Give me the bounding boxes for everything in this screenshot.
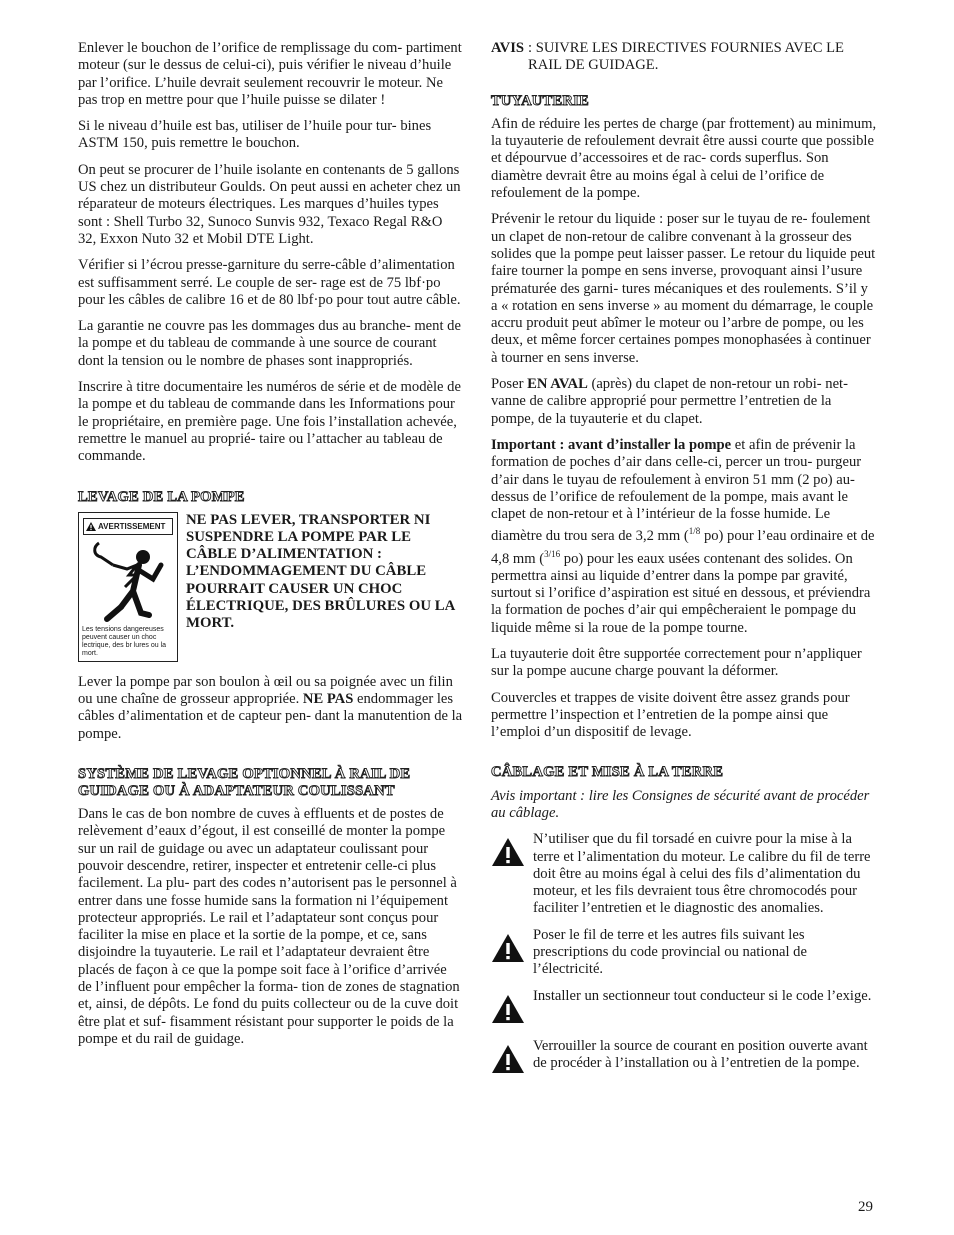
- paragraph: Enlever le bouchon de l’orifice de remplissage du com- partiment moteur (sur le dessus de celui-ci), puis vérifier le niveau d’huile par l’orifice. L’huile devrait seulement recouvrir le moteur. Ne pas trop en mettre pour que l’huile puisse se dilater !: [78, 40, 462, 108]
- safety-text: N’utiliser que du fil torsadé en cuivre pour la mise à la terre et l’alimentation du moteur. Le calibre du fil de terre doit être au moins égal à celui des fils d’alimentation du moteur, et les fils devraient tous être chromocodés pour faciliter l’entretien et le diagnostic des anomalies.: [533, 831, 871, 917]
- paragraph: Si le niveau d’huile est bas, utiliser de l’huile pour tur- bines ASTM 150, puis remettre le bouchon.: [78, 118, 432, 152]
- avis-note: [491, 40, 877, 75]
- cablage-note: Avis important : lire les Consignes de sécurité avant de procéder au câblage.: [491, 787, 870, 821]
- paragraph: Couvercles et trappes de visite doivent être assez grands pour permettre l’inspection et l’entretien de la pompe ainsi que l’emploi d’un dispositif de levage.: [491, 689, 850, 741]
- paragraph: Afin de réduire les pertes de charge (par frottement) au minimum, la tuyauterie de refoulement devrait être aussi courte que possible et dépourvue d’accessoires et de rac- cords superflus. Son diamètre devrait être au moins égal à celui de l’orifice de refoulement de la pompe.: [491, 115, 877, 202]
- bold-text: Important : avant d’installer la pompe: [491, 436, 732, 453]
- page-number: 29: [858, 1199, 873, 1215]
- safety-text: Installer un sectionneur tout conducteur si le code l’exige.: [533, 987, 872, 1004]
- text: et afin de prévenir la formation de poches d’air dans celle-ci, percer un trou- purgeur d’air dans le tuyau de refoulement à environ 51 mm (2 po) au-dessus de l’orifice de refoulement de la pompe, mais avant le clapet de non-retour et à l’intérieur de la fosse humide. Le diamètre du trou sera de 3,2 mm (: [491, 436, 862, 545]
- paragraph: La garantie ne couvre pas les dommages dus au branche- ment de la pompe et du tableau de commande à une source de courant dont la tension ou le nombre de phases sont inappropriés.: [78, 318, 461, 369]
- paragraph: [491, 437, 877, 637]
- warning-small-text: Les tensions dangereuses peuvent causer un choc lectrique, des br lures ou la mort.: [82, 625, 167, 657]
- warning-triangle-icon: [86, 522, 96, 531]
- paragraph: Dans le cas de bon nombre de cuves à effluents et de postes de relèvement d’eaux d’égout, il est conseillé de monter la pompe sur un rail de guidage ou avec un adaptateur coulissant pour pouvoir descendre, retirer, inspecter et entretenir celle-ci plus facilement. La plu- part des codes n’autorisent pas le personnel à entrer dans une fosse humide sans la formation ni l’équipement protecteur appropriés. Le rail et l’adaptateur sont conçus pour faciliter la mise en place et la sortie de la pompe, et ce, sans disjoindre la tuyauterie. Le rail et l’adaptateur devraient être placés de façon à ce que la pompe soit face à l’orifice d’arrivée de l’influent pour empêcher la forma- tion de zones de stagnation et, ainsi, de dépôts. Le fond du puits collecteur ou de la cuve doit être plat et suf- fisamment résistant pour supporter le poids de la pompe et du rail de guidage.: [78, 806, 460, 1047]
- paragraph: On peut se procurer de l’huile isolante en contenants de 5 gallons US chez un distributeur Goulds. On peut aussi en acheter chez un réparateur de moteurs électriques. Les marques d’huiles types sont : Shell Turbo 32, Sunoco Sunvis 932, Texaco Regal R&O 32, Exxon Nuto 32 et Mobil DTE Light.: [78, 161, 461, 247]
- warning-triangle-icon: [491, 933, 525, 963]
- warning-banner-text: AVERTISSEMENT: [98, 521, 166, 531]
- heading-levage: LEVAGE DE LA POMPE: [78, 488, 245, 505]
- safety-item: [491, 927, 877, 979]
- paragraph: Prévenir le retour du liquide : poser sur le tuyau de re- foulement un clapet de non-retour de calibre convenant à la grosseur des solides que la pompe peut laisser passer. Le retour du liquide peut faire tourner la pompe en sens inverse, provoquant ainsi l’usure prématurée des garni- tures mécaniques et des roulements. S’il y a « rotation en sens inverse » au moment du démarrage, le couple accru produit peut abîmer le moteur ou l’arbre de pompe, ou les deux, et même forcer certaines pompes monophasées à continuer à tourner en sens inverse.: [491, 211, 876, 366]
- avis-label: AVIS: [491, 40, 524, 56]
- safety-item: [491, 988, 877, 1029]
- electric-shock-icon: [83, 535, 173, 627]
- bold-text: EN AVAL: [527, 376, 588, 393]
- paragraph: [78, 674, 464, 743]
- avis-text: : SUIVRE LES DIRECTIVES FOURNIES AVEC LE RAIL DE GUIDAGE.: [528, 40, 844, 74]
- safety-text: Verrouiller la source de courant en position ouverte avant de procéder à l’installation ou à l’entretien de la pompe.: [533, 1037, 868, 1072]
- heading-cablage: CÂBLAGE ET MISE À LA TERRE: [491, 764, 724, 781]
- warning-triangle-icon: [491, 1044, 525, 1074]
- fraction: 3/16: [544, 548, 561, 559]
- warning-triangle-icon: [491, 994, 525, 1024]
- text: endommager les câbles d’alimentation et de capteur pen- dant la manutention de la pompe.: [78, 691, 463, 742]
- paragraph: Inscrire à titre documentaire les numéros de série et de modèle de la pompe et du tableau de commande dans les Informations pour le propriétaire, en première page. Une fois l’installation achevée, remettre le manuel au proprié- taire ou l’attacher au tableau de commande.: [78, 379, 461, 465]
- text: po) pour l’eau ordinaire et de 4,8 mm (: [491, 528, 875, 567]
- paragraph: La tuyauterie doit être supportée correctement pour n’appliquer sur la pompe aucune charge pouvant la déformer.: [491, 645, 862, 680]
- warning-triangle-icon: [491, 837, 525, 867]
- text: Lever la pompe par son boulon à œil ou sa poignée avec un filin ou une chaîne de grosseur appropriée.: [78, 673, 453, 708]
- heading-tuyauterie: TUYAUTERIE: [491, 92, 589, 109]
- warning-block: [78, 512, 464, 662]
- heading-systeme: SYSTÈME DE LEVAGE OPTIONNEL À RAIL DE GUIDAGE OU À ADAPTATEUR COULISSANT: [78, 766, 411, 800]
- text: po) pour les eaux usées contenant des solides. On permettra ainsi au liquide d’entrer dans la pompe par gravité, surtout si l’orifice d’aspiration est situé en dessous, et préviendra la formation de poches d’air qui empêcheraient le pompage du liquide même si la roue de la pompe tourne.: [491, 550, 871, 636]
- fraction: 1/8: [688, 526, 701, 537]
- text: Poser: [491, 376, 524, 393]
- bold-text: NE PAS: [302, 691, 354, 708]
- right-column: [491, 40, 877, 1088]
- left-column: [78, 40, 464, 1057]
- safety-text: Poser le fil de terre et les autres fils suivant les prescriptions du code provincial ou national de l’électricité.: [533, 926, 807, 978]
- text: (après) du clapet de non-retour un robi- net-vanne de calibre approprié pour permettre l’entretien de la pompe, de la tuyauterie et du clapet.: [491, 376, 848, 427]
- warning-message: NE PAS LEVER, TRANSPORTER NI SUSPENDRE LA POMPE PAR LE CÂBLE D’ALIMENTATION : L’ENDOMMAGEMENT DU CÂBLE POURRAIT CAUSER UN CHOC ÉLECTRIQUE, DES BRÛLURES OU LA MORT.: [186, 511, 455, 632]
- paragraph: Vérifier si l’écrou presse-garniture du serre-câble d’alimentation est suffisamment serré. Le couple de ser- rage est de 75 lbf·po pour les câbles de calibre 16 et de 80 lbf·po pour tout autre câble.: [78, 257, 461, 308]
- warning-banner: [83, 518, 173, 535]
- paragraph: [491, 376, 877, 428]
- safety-item: [491, 1038, 877, 1079]
- safety-item: [491, 831, 877, 917]
- warning-label-image: [78, 512, 178, 662]
